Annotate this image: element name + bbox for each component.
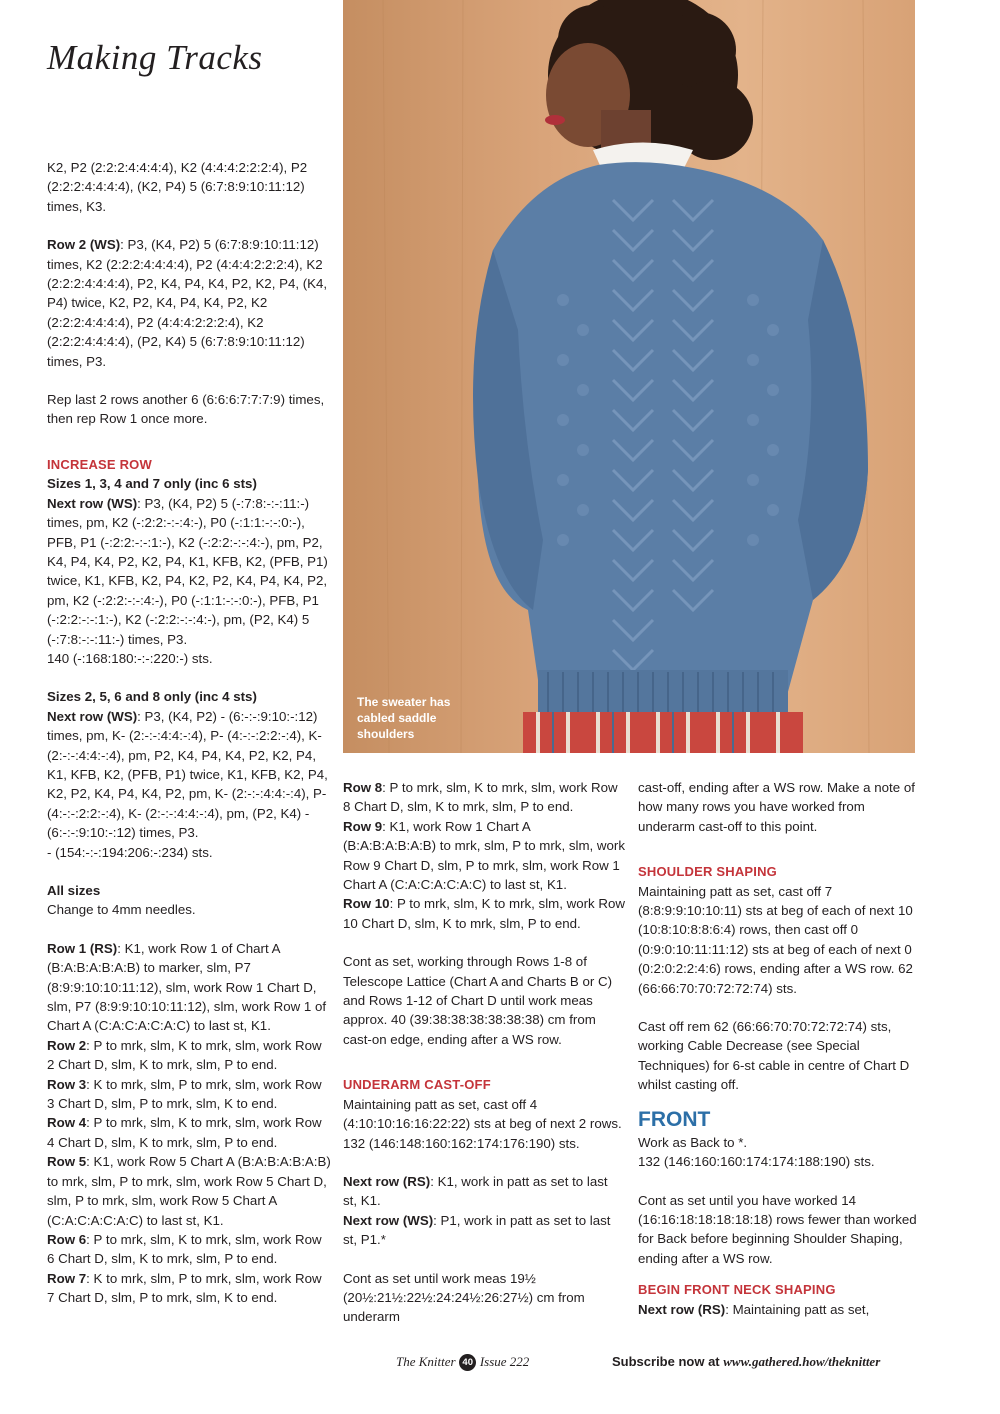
row-6-instruction: Row 6: P to mrk, slm, K to mrk, slm, work Row 6 Chart D, slm, K to mrk, slm, P to end. — [47, 1231, 322, 1267]
row-text: : P3, (K4, P2) 5 (-:7:8:-:-:11:-) times, pm, K2 (-:2:2:-:-:4:-), P0 (-:1:1:-:-:0:-), PFB, P1 (-:2:2:-:-:1:-), K2 (-:2:2:-:-:4:-), pm, P2, K4, P4, K4, P2, K2, P4, K1, KFB, K2, (PFB, P1) twice, K1, KFB, K2, P4, K2, P2, K4, P4, K4, P2, pm, K2 (-:2:2:-:-:4:-), P0 (-:1:1:-:-:0:-), PFB, P1 (-:2:2:-:-:1:-), K2 (-:2:2:-:-:4:-), pm, (P2, K4) 5 (-:7:8:-:-:11:-) times, P3. — [47, 495, 328, 647]
section-heading-neck: BEGIN FRONT NECK SHAPING — [638, 1282, 836, 1298]
row-label: Next row (WS) — [47, 495, 138, 511]
column-2 — [343, 778, 625, 1346]
section-heading-shoulder: SHOULDER SHAPING — [638, 864, 777, 880]
article-title: Making Tracks — [47, 38, 263, 77]
subscribe-text: Subscribe now at — [612, 1354, 720, 1369]
row-8-instruction: Row 8: P to mrk, slm, K to mrk, slm, work Row 8 Chart D, slm, K to mrk, slm, P to end. — [343, 780, 618, 815]
paragraph: cast-off, ending after a WS row. Make a note of how many rows you have worked from underarm cast-off to this point. — [638, 780, 915, 834]
paragraph: Maintaining patt as set, cast off 7 (8:8:9:9:10:10:11) sts at beg of each of next 10 (10:8:10:8:8:6:4) rows, then cast off 0 (0:9:0:10:11:11:12) sts at beg of each of next 0 (0:2:0:2:2:4:6) rows, ending after a WS row. 62 (66:66:70:70:72:72:74) sts. — [638, 883, 913, 996]
next-row-ws: Next row (WS): P1, work in patt as set to last st, P1.* — [343, 1212, 611, 1248]
page-number: 40 — [459, 1354, 476, 1371]
row-text: : P3, (K4, P2) 5 (6:7:8:9:10:11:12) times, K2 (2:2:2:4:4:4:4), P2 (4:4:4:2:2:2:4), K2 (2:2:2:4:4:4:4), P2, K4, P4, K4, P2, K2, P4, (K4, P4) twice, K2, P2, K4, P4, K4, P2, K2 (2:2:2:4:4:4:4), P2 (4:4:4:2:2:2:4), K2 (2:2:2:4:4:4:4), (P2, K4) 5 (6:7:8:9:10:11:12) times, P3. — [47, 237, 328, 369]
needle-change: Change to 4mm needles. — [47, 902, 196, 918]
section-heading-front: FRONT — [638, 1107, 711, 1131]
paragraph: Cont as set, working through Rows 1-8 of Telescope Lattice (Chart A and Charts B or C) and Rows 1-12 of Chart D until work meas approx. 40 (39:38:38:38:38:38:38) cm from cast-on edge, ending after a WS row. — [343, 954, 613, 1047]
next-row-rs: Next row (RS): Maintaining patt as set, — [638, 1301, 870, 1317]
row-4-instruction: Row 4: P to mrk, slm, K to mrk, slm, work Row 4 Chart D, slm, K to mrk, slm, P to end. — [47, 1115, 322, 1150]
sizes-heading: Sizes 1, 3, 4 and 7 only (inc 6 sts) — [47, 476, 257, 492]
section-heading-increase: INCREASE ROW — [47, 456, 152, 472]
photo-caption: The sweater has cabled saddle shoulders — [357, 695, 451, 741]
issue-number: Issue 222 — [479, 1354, 530, 1369]
row-3-instruction: Row 3: K to mrk, slm, P to mrk, slm, work Row 3 Chart D, slm, P to mrk, slm, K to end. — [47, 1076, 322, 1112]
row-10-instruction: Row 10: P to mrk, slm, K to mrk, slm, work Row 10 Chart D, slm, K to mrk, slm, P to end. — [343, 896, 625, 931]
next-row-rs: Next row (RS): K1, work in patt as set to last st, K1. — [343, 1173, 608, 1209]
stitch-count: 132 (146:160:160:174:174:188:190) sts. — [638, 1154, 875, 1170]
paragraph: Work as Back to *. — [638, 1134, 748, 1150]
all-sizes-heading: All sizes — [47, 883, 101, 898]
row-label: Next row (WS) — [47, 708, 138, 724]
footer-subscribe — [612, 1354, 880, 1370]
paragraph: Maintaining patt as set, cast off 4 (4:10:10:16:16:22:22) sts at beg of next 2 rows. 132 (146:148:160:162:174:176:190) sts. — [343, 1096, 622, 1151]
paragraph: Rep last 2 rows another 6 (6:6:6:7:7:7:9) times, then rep Row 1 once more. — [47, 392, 325, 427]
row-7-instruction: Row 7: K to mrk, slm, P to mrk, slm, work Row 7 Chart D, slm, P to mrk, slm, K to end. — [47, 1270, 322, 1306]
row-text: : P3, (K4, P2) - (6:-:-:9:10:-:12) times, pm, K- (2:-:-:4:4:-:4), P- (4:-:-:2:2:-:4), K- (2:-:-:4:4:-:4), pm, P2, K4, P4, K4, P2, K2, P4, K1, KFB, K2, (PFB, P1) twice, K1, KFB, K2, P4, K2, P2, K4, P4, K4, P2, pm, K- (2:-:-:4:4:-:4), P- (4:-:-:2:2:-:4), K- (2:-:-:4:4:-:4), pm, (P2, K4) - (6:-:-:9:10:-:12) times, P3. — [47, 708, 328, 841]
sweater-photo — [343, 0, 915, 753]
stitch-count: 140 (-:168:180:-:-:220:-) sts. — [47, 650, 213, 666]
column-1 — [47, 158, 332, 1308]
row-1-instruction: Row 1 (RS): K1, work Row 1 of Chart A (B:A:B:A:B:A:B) to marker, slm, P7 (8:9:9:10:10:11:12), slm, work Row 1 Chart D, slm, P7 (8:9:9:10:10:11:12), slm, work Row 1 of Chart A (C:A:C:A:C:A:C) to last st, K1. — [47, 940, 327, 1034]
paragraph: Cont as set until work meas 19½ (20½:21½:22½:24:24½:26:27½) cm from underarm — [343, 1270, 585, 1325]
footer-magazine — [396, 1354, 529, 1371]
paragraph: Cast off rem 62 (66:66:70:70:72:72:74) sts, working Cable Decrease (see Special Techniques) for 6-st cable in centre of Chart D whilst casting off. — [638, 1019, 910, 1093]
magazine-name: The Knitter — [396, 1354, 456, 1369]
row-2-instruction: Row 2: P to mrk, slm, K to mrk, slm, work Row 2 Chart D, slm, K to mrk, slm, P to end. — [47, 1037, 322, 1073]
sizes-heading: Sizes 2, 5, 6 and 8 only (inc 4 sts) — [47, 689, 257, 705]
column-3 — [638, 778, 923, 1319]
section-heading-underarm: UNDERARM CAST-OFF — [343, 1077, 491, 1093]
row-2-instruction — [47, 235, 332, 371]
paragraph: Cont as set until you have worked 14 (16:16:18:18:18:18:18) rows fewer than worked for Back before beginning Shoulder Shaping, ending after a WS row. — [638, 1192, 917, 1266]
next-row-instruction — [47, 494, 332, 649]
subscribe-url[interactable]: www.gathered.how/theknitter — [723, 1354, 881, 1369]
row-9-instruction: Row 9: K1, work Row 1 Chart A (B:A:B:A:B:A:B) to mrk, slm, P to mrk, slm, work Row 9 Chart D, slm, P to mrk, slm, work Row 1 Chart A (C:A:C:A:C:A:C) to last st, K1. — [343, 818, 625, 893]
row-5-instruction: Row 5: K1, work Row 5 Chart A (B:A:B:A:B:A:B) to mrk, slm, P to mrk, slm, work Row 5 Chart D, slm, P to mrk, slm, work Row 5 Chart A (C:A:C:A:C:A:C) to last st, K1. — [47, 1154, 331, 1228]
row-label: Row 2 (WS) — [47, 237, 121, 253]
next-row-instruction — [47, 707, 332, 843]
stitch-count: - (154:-:-:194:206:-:234) sts. — [47, 844, 213, 860]
paragraph: K2, P2 (2:2:2:4:4:4:4), K2 (4:4:4:2:2:2:4), P2 (2:2:2:4:4:4:4), (K2, P4) 5 (6:7:8:9:10:11:12) times, K3. — [47, 160, 308, 214]
